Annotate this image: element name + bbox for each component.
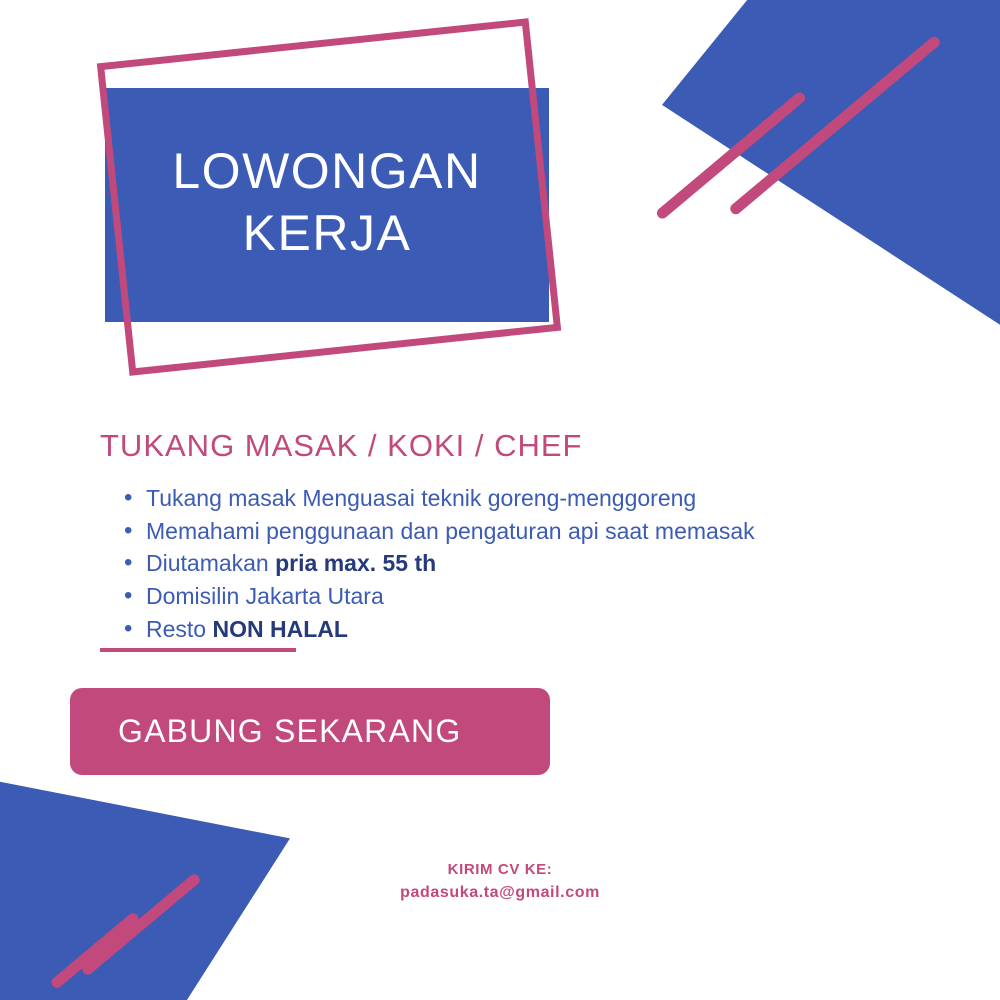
requirement-text: Diutamakan (146, 550, 276, 577)
hero-title-line-1: LOWONGAN (172, 143, 482, 199)
hero-title-line-2: KERJA (242, 205, 412, 261)
footer-label: KIRIM CV KE: (447, 861, 553, 878)
page-title (105, 140, 549, 264)
requirement-emphasis: NON HALAL (212, 615, 348, 642)
position-title: TUKANG MASAK / KOKI / CHEF (100, 428, 583, 463)
divider (100, 648, 296, 652)
join-now-button[interactable]: GABUNG SEKARANG (70, 688, 550, 775)
requirement-text: Memahami penggunaan dan pengaturan api saat memasak (146, 517, 755, 544)
list-item (120, 515, 980, 548)
requirement-emphasis: pria max. 55 th (275, 550, 437, 577)
list-item (120, 613, 980, 646)
footer-contact (0, 858, 1000, 906)
requirement-text: Tukang masak Menguasai teknik goreng-menggoreng (146, 485, 697, 511)
requirement-text: Domisilin Jakarta Utara (146, 582, 384, 609)
list-item (120, 580, 980, 613)
contact-email[interactable]: padasuka.ta@gmail.com (400, 884, 600, 902)
requirement-text: Resto (146, 615, 213, 642)
requirements-list (120, 482, 980, 645)
list-item (120, 482, 980, 515)
list-item (120, 547, 980, 580)
